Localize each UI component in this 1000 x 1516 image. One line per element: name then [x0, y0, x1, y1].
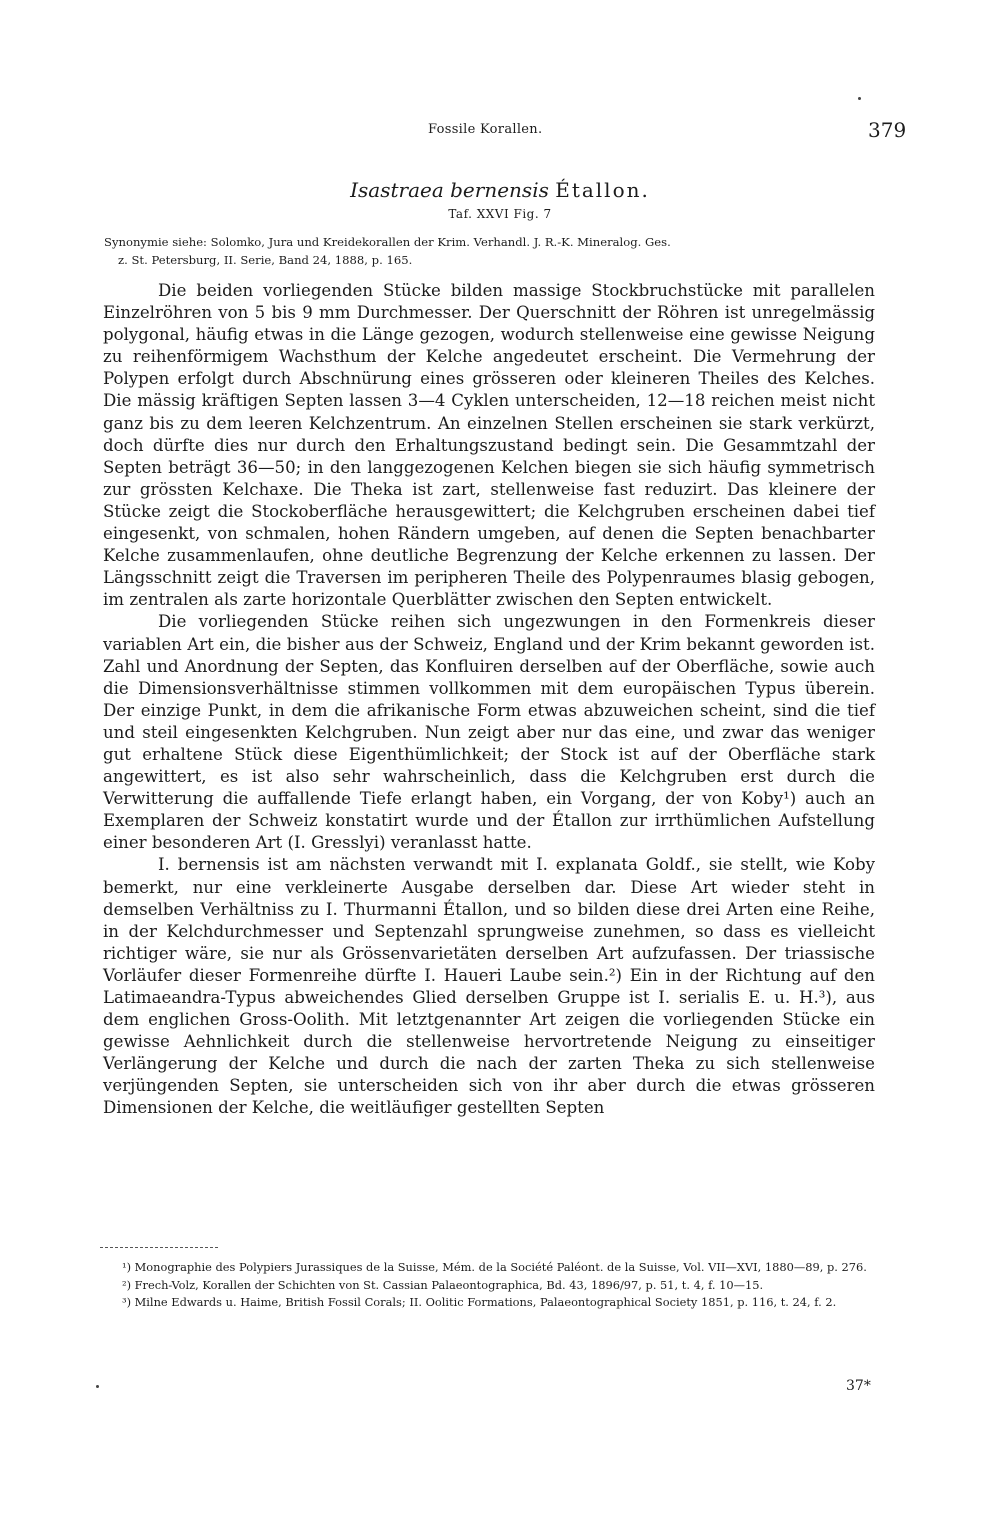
paragraph: I. bernensis ist am nächsten verwandt mit I. explanata Goldf., sie stellt, wie Koby bemerkt, nur eine verkleinerte Ausgabe derselben dar. Diese Art wieder steht in demselben Verhältniss zu I. Thurmanni Étallon, und so bilden diese drei Arten eine Reihe, in der Kelchdurchmesser und Septenzahl sprungweise zunehmen, so dass es vielleicht richtiger wäre, sie nur als Grössenvarietäten derselben Art aufzufassen. Der triassische Vorläufer dieser Formenreihe dürfte I. Haueri Laube sein.²) Ein in der Richtung auf den Latimaeandra-Typus abweichendes Glied derselben Gruppe ist I. serialis E. u. H.³), aus dem englichen Gross-Oolith. Mit letztgenannter Art zeigen die vorliegenden Stücke ein gewisse Aehnlichkeit durch die stellenweise hervortretende Neigung zu einseitiger Verlängerung der Kelche und durch die nach der zarten Theka zu sich stellenweise verjüngenden Septen, sie unterscheiden sich von ihr aber durch die etwas grösseren Dimensionen der Kelche, die weitläufiger gestellten Septen	[103, 855, 875, 1118]
plate-reference: Taf. XXVI Fig. 7	[448, 207, 552, 221]
printer-signature: 37*	[846, 1378, 871, 1394]
print-speck	[96, 1385, 99, 1388]
page-number: 379	[868, 118, 907, 142]
synonymy-line: Synonymie siehe: Solomko, Jura und Kreidekorallen der Krim. Verhandl. J. R.-K. Mineralog. Ges.	[104, 235, 671, 249]
footnotes	[106, 1259, 876, 1312]
paragraph: Die vorliegenden Stücke reihen sich ungezwungen in den Formenkreis dieser variablen Art ein, die bisher aus der Schweiz, England und der Krim bekannt geworden ist. Zahl und Anordnung der Septen, das Konfluiren derselben auf der Oberfläche, sowie auch die Dimensionsverhältnisse stimmen vollkommen mit dem europäischen Typus überein. Der einzige Punkt, in dem die afrikanische Form etwas abzuweichen scheint, sind die tief und steil eingesenkten Kelchgruben. Nun zeigt aber nur das eine, und zwar das weniger gut erhaltene Stück diese Eigenthümlichkeit; der Stock ist auf der Oberfläche stark angewittert, es ist also sehr wahrscheinlich, dass die Kelchgruben erst durch die Verwitterung die auffallende Tiefe erlangt haben, ein Vorgang, der von Koby¹) auch an Exemplaren der Schweiz konstatirt wurde und der Étallon zur irrthümlichen Aufstellung einer besonderen Art (I. Gresslyi) veranlasst hatte.	[103, 612, 875, 853]
print-speck	[858, 97, 861, 100]
synonymy-block	[104, 233, 876, 269]
page-header	[0, 118, 1000, 148]
paragraph: Die beiden vorliegenden Stücke bilden massige Stockbruchstücke mit parallelen Einzelröhren von 5 bis 9 mm Durchmesser. Der Querschnitt der Röhren ist unregelmässig polygonal, häufig etwas in die Länge gezogen, wodurch stellenweise eine gewisse Neigung zu reihenförmigem Wachsthum der Kelche angedeutet erscheint. Die Vermehrung der Polypen erfolgt durch Abschnürung eines grösseren oder kleineren Theiles des Kelches. Die mässig kräftigen Septen lassen 3—4 Cyklen unterscheiden, 12—18 reichen meist nicht ganz bis zu dem leeren Kelchzentrum. An einzelnen Stellen erscheinen sie stark verkürzt, doch dürfte dies nur durch den Erhaltungszustand bedingt sein. Die Gesammtzahl der Septen beträgt 36—50; in den langgezogenen Kelchen biegen sie sich häufig symmetrisch zur grössten Kelchaxe. Die Theka ist zart, stellenweise fast reduzirt. Das kleinere der Stücke zeigt die Stockoberfläche herausgewittert; die Kelchgruben erscheinen dabei tief eingesenkt, von schmalen, hohen Rändern umgeben, auf denen die Septen benachbarter Kelche zusammenlaufen, ohne deutliche Begrenzung der Kelche erkennen zu lassen. Der Längsschnitt zeigt die Traversen im peripheren Theile des Polypenraumes blasig gebogen, im zentralen als zarte horizontale Querblätter zwischen den Septen entwickelt.	[103, 281, 875, 610]
species-author: Étallon.	[555, 178, 650, 202]
body-text	[103, 280, 875, 1120]
species-title	[0, 178, 1000, 202]
footnote: ³) Milne Edwards u. Haime, British Fossil Corals; II. Oolitic Formations, Palaeontographical Society 1851, p. 116, t. 24, f. 2.	[122, 1295, 837, 1310]
synonymy-line: z. St. Petersburg, II. Serie, Band 24, 1888, p. 165.	[118, 253, 413, 267]
footnote: ²) Frech-Volz, Korallen der Schichten von St. Cassian Palaeontographica, Bd. 43, 1896/97, p. 51, t. 4, f. 10—15.	[122, 1277, 764, 1292]
footnote: ¹) Monographie des Polypiers Jurassiques de la Suisse, Mém. de la Société Paléont. de la Suisse, Vol. VII—XVI, 1880—89, p. 276.	[122, 1260, 867, 1274]
species-name: Isastraea bernensis	[350, 178, 549, 202]
running-head: Fossile Korallen.	[428, 122, 543, 137]
footnote-separator	[100, 1247, 218, 1248]
